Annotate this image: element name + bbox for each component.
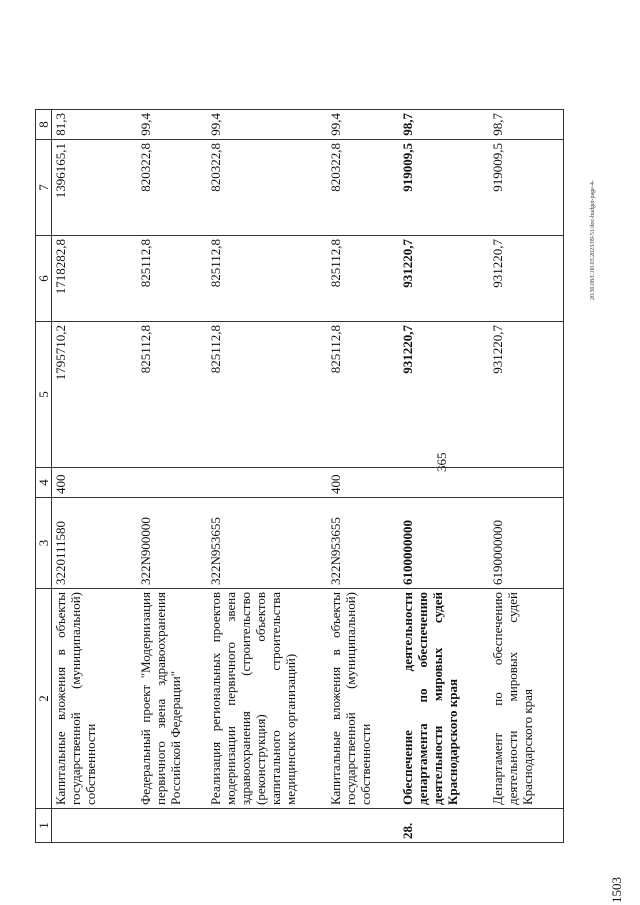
- page-number: 365: [434, 452, 449, 472]
- row-type: 400: [327, 468, 399, 498]
- budget-table: [35, 109, 564, 843]
- row-refined: 825112,8: [327, 236, 399, 322]
- row-number: [327, 809, 399, 843]
- row-executed: 820322,8: [207, 140, 327, 236]
- header-cell: 3: [36, 498, 52, 589]
- table-row: [137, 110, 207, 843]
- document-stamp: 20.30.08/С.00.03.2023/09-51/doc-budget-page-4-: [590, 180, 596, 300]
- header-cell: 8: [36, 110, 52, 140]
- table-row: [399, 110, 489, 843]
- row-percent: 98,7: [489, 110, 564, 140]
- row-executed: 919009,5: [489, 140, 564, 236]
- row-refined: 931220,7: [489, 236, 564, 322]
- row-refined: 825112,8: [137, 236, 207, 322]
- row-code: 6190000000: [489, 498, 564, 589]
- row-plan: 931220,7: [399, 322, 489, 468]
- row-name: Капитальные вложения в объекты государственной (муниципальной) собственности: [327, 589, 399, 809]
- row-plan: 1795710,2: [52, 322, 137, 468]
- header-cell: 1: [36, 809, 52, 843]
- row-refined: 1718282,8: [52, 236, 137, 322]
- table-row: [207, 110, 327, 843]
- header-row: [36, 110, 52, 843]
- row-plan: 825112,8: [207, 322, 327, 468]
- header-cell: 4: [36, 468, 52, 498]
- row-type: [137, 468, 207, 498]
- header-cell: 7: [36, 140, 52, 236]
- header-cell: 6: [36, 236, 52, 322]
- footer-number: 1503: [609, 877, 624, 903]
- row-refined: 931220,7: [399, 236, 489, 322]
- row-percent: 99,4: [137, 110, 207, 140]
- row-plan: 931220,7: [489, 322, 564, 468]
- row-code: 322N900000: [137, 498, 207, 589]
- header-cell: 5: [36, 322, 52, 468]
- row-percent: 98,7: [399, 110, 489, 140]
- row-name: Обеспечение деятельности департамента по обеспечению деятельности мировых судей Краснодарского края: [399, 589, 489, 809]
- row-percent: 81,3: [52, 110, 137, 140]
- row-plan: 825112,8: [137, 322, 207, 468]
- row-code: 322N953655: [327, 498, 399, 589]
- row-number: [207, 809, 327, 843]
- row-code: 322N953655: [207, 498, 327, 589]
- row-number: [137, 809, 207, 843]
- row-executed: 919009,5: [399, 140, 489, 236]
- row-name: Департамент по обеспечению деятельности мировых судей Краснодарского края: [489, 589, 564, 809]
- row-code: 6100000000: [399, 498, 489, 589]
- row-type: [207, 468, 327, 498]
- row-name: Федеральный проект "Модернизация первичного звена здравоохранения Российской Федерации": [137, 589, 207, 809]
- table-row: [489, 110, 564, 843]
- header-cell: 2: [36, 589, 52, 809]
- row-executed: 1396165,1: [52, 140, 137, 236]
- row-type: 400: [52, 468, 137, 498]
- row-plan: 825112,8: [327, 322, 399, 468]
- row-executed: 820322,8: [327, 140, 399, 236]
- row-number: 28.: [399, 809, 489, 843]
- row-name: Капитальные вложения в объекты государственной (муниципальной) собственности: [52, 589, 137, 809]
- row-type: [489, 468, 564, 498]
- row-refined: 825112,8: [207, 236, 327, 322]
- table-row: [52, 110, 137, 843]
- row-percent: 99,4: [207, 110, 327, 140]
- table-row: [327, 110, 399, 843]
- row-type: [399, 468, 489, 498]
- row-percent: 99,4: [327, 110, 399, 140]
- row-number: [489, 809, 564, 843]
- row-code: 3220111580: [52, 498, 137, 589]
- row-executed: 820322,8: [137, 140, 207, 236]
- row-name: Реализация региональных проектов модернизации первичного звена здравоохранения (строительство (реконструкция) объектов капитального строительства медицинских организаций): [207, 589, 327, 809]
- row-number: [52, 809, 137, 843]
